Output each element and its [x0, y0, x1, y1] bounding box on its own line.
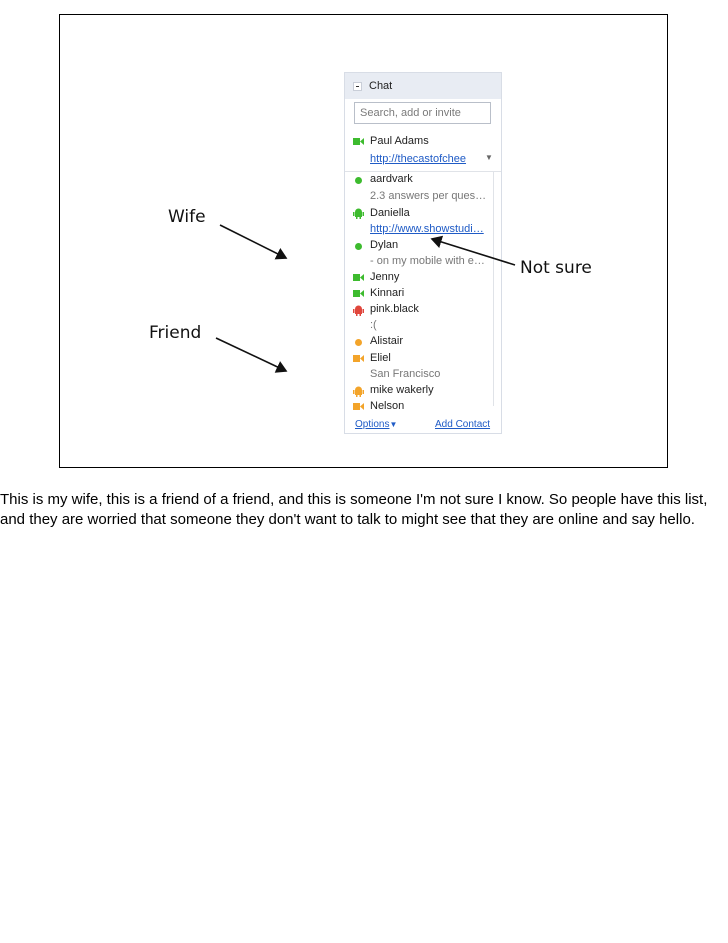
contact-status: - on my mobile with e… [370, 255, 485, 267]
annotation-friend: Friend [149, 323, 202, 343]
contact-name[interactable]: aardvark [370, 173, 413, 185]
contact-status: 2.3 answers per ques… [370, 190, 487, 202]
options-link[interactable]: Options [355, 419, 390, 430]
contact-status: San Francisco [370, 368, 441, 380]
contact-name[interactable]: Eliel [370, 352, 391, 364]
arrow-friend [216, 338, 286, 371]
status-dropdown-icon[interactable]: ▼ [485, 153, 493, 162]
contact-name[interactable]: pink.black [370, 303, 419, 315]
chat-title: Chat [369, 80, 393, 92]
annotation-not-sure: Not sure [520, 258, 592, 278]
arrow-not-sure [432, 239, 515, 265]
contact-name[interactable]: Kinnari [370, 287, 405, 299]
slide-frame [59, 14, 668, 468]
arrow-wife [220, 225, 286, 258]
contact-name[interactable]: Nelson [370, 400, 405, 412]
contact-name[interactable]: mike wakerly [370, 384, 434, 396]
add-contact-link[interactable]: Add Contact [435, 419, 491, 430]
slide-caption: This is my wife, this is a friend of a friend, and this is someone I'm not sure I know. So people have this list, and they are worried that someone they don't want to talk to might see that they are online and say hello. [0, 491, 708, 528]
contact-status-link[interactable]: http://www.showstudi… [370, 223, 484, 235]
contact-name[interactable]: Jenny [370, 271, 400, 283]
contact-name[interactable]: Dylan [370, 239, 399, 251]
contact-name[interactable]: Alistair [370, 335, 404, 347]
my-status-link[interactable]: http://thecastofchee [370, 153, 467, 165]
annotation-wife: Wife [168, 207, 206, 227]
options-caret-icon[interactable]: ▼ [389, 420, 398, 429]
annotation-arrows [60, 15, 667, 467]
my-name[interactable]: Paul Adams [370, 135, 429, 147]
contact-name[interactable]: Daniella [370, 207, 410, 219]
contact-status: :( [370, 319, 377, 331]
